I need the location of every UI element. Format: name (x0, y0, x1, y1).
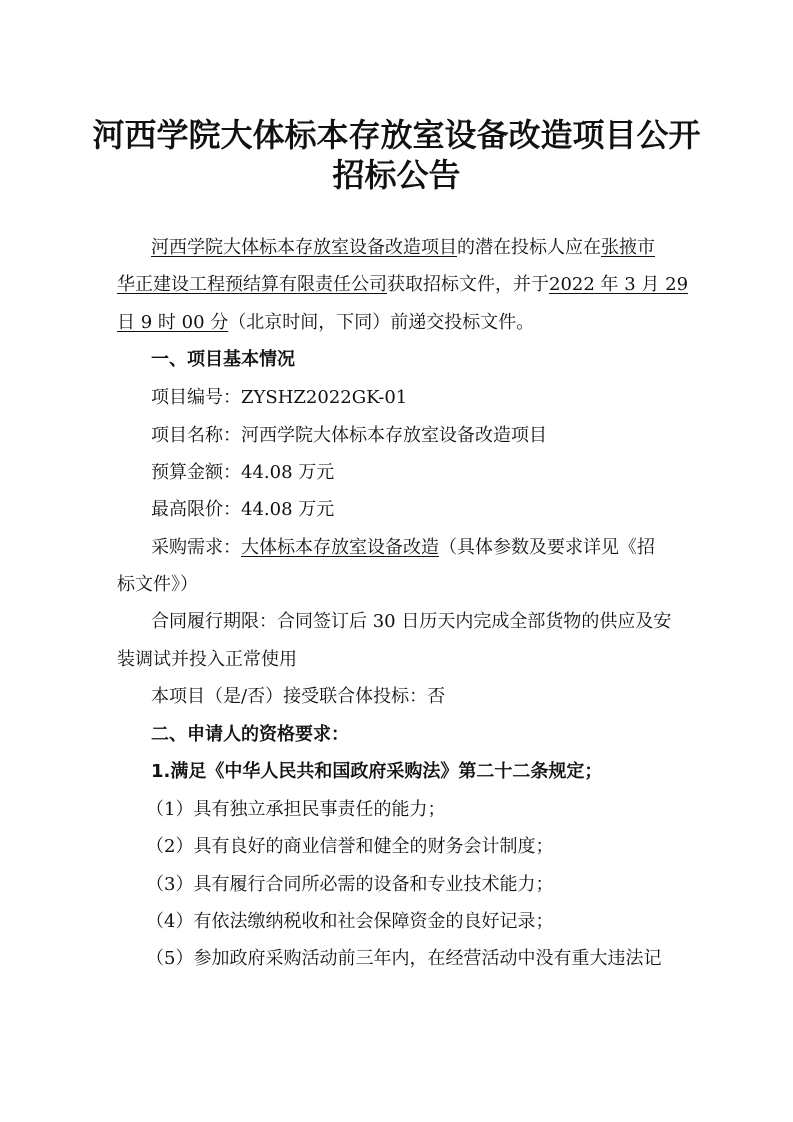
intro-line-2: 华正建设工程预结算有限责任公司获取招标文件，并于2022 年 3 月 29 (117, 274, 689, 295)
qualification-item: （2）具有良好的商业信誉和健全的财务会计制度； (146, 836, 554, 857)
budget-amount: 预算金额：44.08 万元 (151, 462, 335, 483)
agency-name-part-2: 华正建设工程预结算有限责任公司 (117, 274, 387, 295)
qualification-sub-1: 1.满足《中华人民共和国政府采购法》第二十二条规定； (151, 761, 603, 782)
document-title-line-2: 招标公告 (332, 156, 461, 194)
qualification-item: （4）有依法缴纳税收和社会保障资金的良好记录； (146, 911, 554, 932)
section-2-heading: 二、申请人的资格要求： (151, 724, 349, 745)
contract-period-line-2: 装调试并投入正常使用 (117, 649, 297, 670)
deadline-date-part-1: 2022 年 3 月 29 (549, 274, 689, 295)
document-title-line-1: 河西学院大体标本存放室设备改造项目公开 (92, 116, 701, 154)
qualification-item: （5）参加政府采购活动前三年内，在经营活动中没有重大违法记 (146, 948, 662, 969)
intro-line-1: 河西学院大体标本存放室设备改造项目的潜在投标人应在张掖市 (151, 237, 655, 258)
intro-line-3: 日 9 时 00 分（北京时间，下同）前递交投标文件。 (117, 312, 535, 333)
project-number: 项目编号：ZYSHZ2022GK-01 (151, 387, 408, 408)
qualification-item: （1）具有独立承担民事责任的能力； (146, 799, 446, 820)
demand-item: 大体标本存放室设备改造 (241, 537, 439, 558)
consortium-bid: 本项目（是/否）接受联合体投标：否 (151, 686, 446, 707)
max-price: 最高限价：44.08 万元 (151, 499, 335, 520)
deadline-date-part-2: 日 9 时 00 分 (117, 312, 229, 333)
agency-name-part-1: 张掖市 (601, 237, 655, 258)
qualification-item: （3）具有履行合同所必需的设备和专业技术能力； (146, 874, 554, 895)
project-name: 项目名称：河西学院大体标本存放室设备改造项目 (151, 425, 547, 446)
procurement-demand-cont: 标文件》） (117, 574, 198, 595)
procurement-demand: 采购需求：大体标本存放室设备改造（具体参数及要求详见《招 (151, 537, 655, 558)
project-name-link: 河西学院大体标本存放室设备改造项目 (151, 237, 457, 258)
section-1-heading: 一、项目基本情况 (151, 349, 295, 370)
contract-period-line-1: 合同履行期限：合同签订后 30 日历天内完成全部货物的供应及安 (151, 611, 672, 632)
